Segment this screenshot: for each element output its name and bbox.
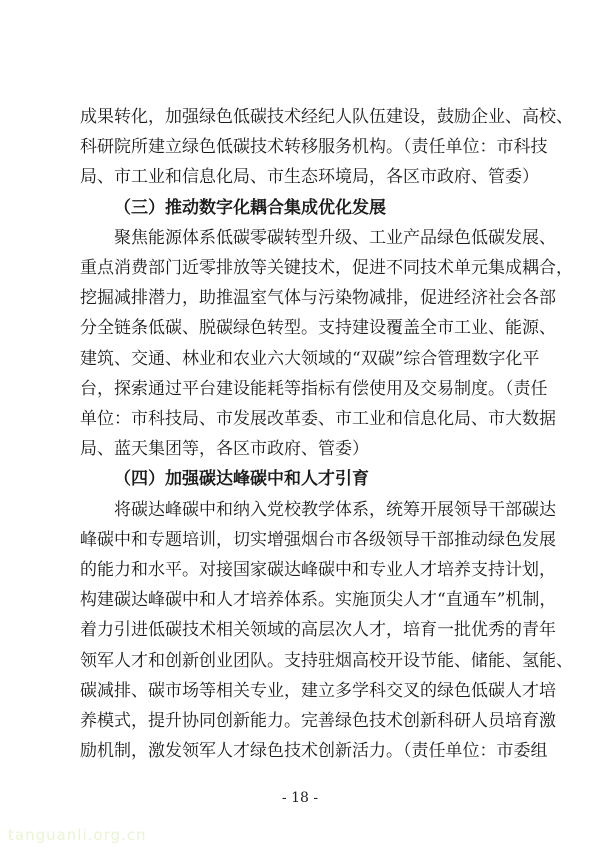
body-line-text: 峰碳中和专题培训，切实增强烟台市各级领导干部推动绿色发展 [80, 529, 556, 550]
body-line-text: 成果转化，加强绿色低碳技术经纪人队伍建设，鼓励企业、高校、 [80, 107, 573, 127]
body-line [0, 313, 600, 343]
body-line-text: 挖掘减排潜力，助推温室气体与污染物减排，促进经济社会各部 [80, 288, 556, 309]
body-line-text: 局、市工业和信息化局、市生态环境局，各区市政府、管委） [80, 167, 539, 188]
body-line [0, 676, 600, 706]
body-line-text: 局、蓝天集团等，各区市政府、管委） [80, 439, 369, 460]
body-line [0, 404, 600, 434]
section-heading-text: （四）加强碳达峰碳中和人才引育 [114, 469, 369, 490]
body-line [0, 132, 600, 162]
body-line-text: 分全链条低碳、脱碳绿色转型。支持建设覆盖全市工业、能源、 [80, 318, 556, 339]
body-line [0, 102, 600, 132]
body-line-text: 的能力和水平。对接国家碳达峰碳中和专业人才培养支持计划， [80, 560, 556, 580]
body-line-text: 碳减排、碳市场等相关专业，建立多学科交叉的绿色低碳人才培 [80, 680, 556, 701]
body-line-text: 领军人才和创新创业团队。支持驻烟高校开设节能、储能、氢能、 [80, 650, 573, 671]
body-line [0, 283, 600, 313]
paragraph-first-line [0, 495, 600, 525]
page-number: - 18 - [281, 790, 319, 806]
body-line-text: 构建碳达峰碳中和人才培养体系。实施顶尖人才“直通车”机制， [80, 590, 557, 611]
body-line [0, 736, 600, 766]
body-line [0, 162, 600, 192]
body-line-text: 着力引进低碳技术相关领域的高层次人才，培育一批优秀的青年 [80, 620, 556, 641]
body-line-text: 台，探索通过平台建设能耗等指标有偿使用及交易制度。（责任 [80, 378, 548, 399]
body-line [0, 344, 600, 374]
paragraph-first-line [0, 223, 600, 253]
body-line-text: 科研院所建立绿色低碳技术转移服务机构。（责任单位：市科技 [80, 137, 548, 158]
body-line [0, 585, 600, 615]
body-line [0, 434, 600, 464]
body-line-text: 养模式，提升协同创新能力。完善绿色技术创新科研人员培育激 [80, 711, 556, 731]
body-line-text: 重点消费部门近零排放等关键技术，促进不同技术单元集成耦合， [80, 258, 573, 278]
section-heading [0, 464, 600, 494]
body-line [0, 253, 600, 283]
body-line-text: 将碳达峰碳中和纳入党校教学体系，统筹开展领导干部碳达 [114, 499, 556, 520]
section-heading-text: （三）推动数字化耦合集成优化发展 [114, 197, 386, 218]
watermark-text: tanguanli.org.cn [8, 826, 147, 844]
body-line [0, 706, 600, 736]
body-line [0, 646, 600, 676]
body-line [0, 555, 600, 585]
body-line-text: 聚焦能源体系低碳零碳转型升级、工业产品绿色低碳发展、 [114, 227, 556, 248]
body-line-text: 建筑、交通、林业和农业六大领域的“双碳”综合管理数字化平 [80, 348, 540, 369]
body-line-text: 单位：市科技局、市发展改革委、市工业和信息化局、市大数据 [80, 409, 556, 429]
body-line [0, 525, 600, 555]
section-heading [0, 193, 600, 223]
body-line [0, 374, 600, 404]
body-line [0, 615, 600, 645]
body-line-text: 励机制，激发领军人才绿色技术创新活力。（责任单位：市委组 [80, 741, 548, 762]
